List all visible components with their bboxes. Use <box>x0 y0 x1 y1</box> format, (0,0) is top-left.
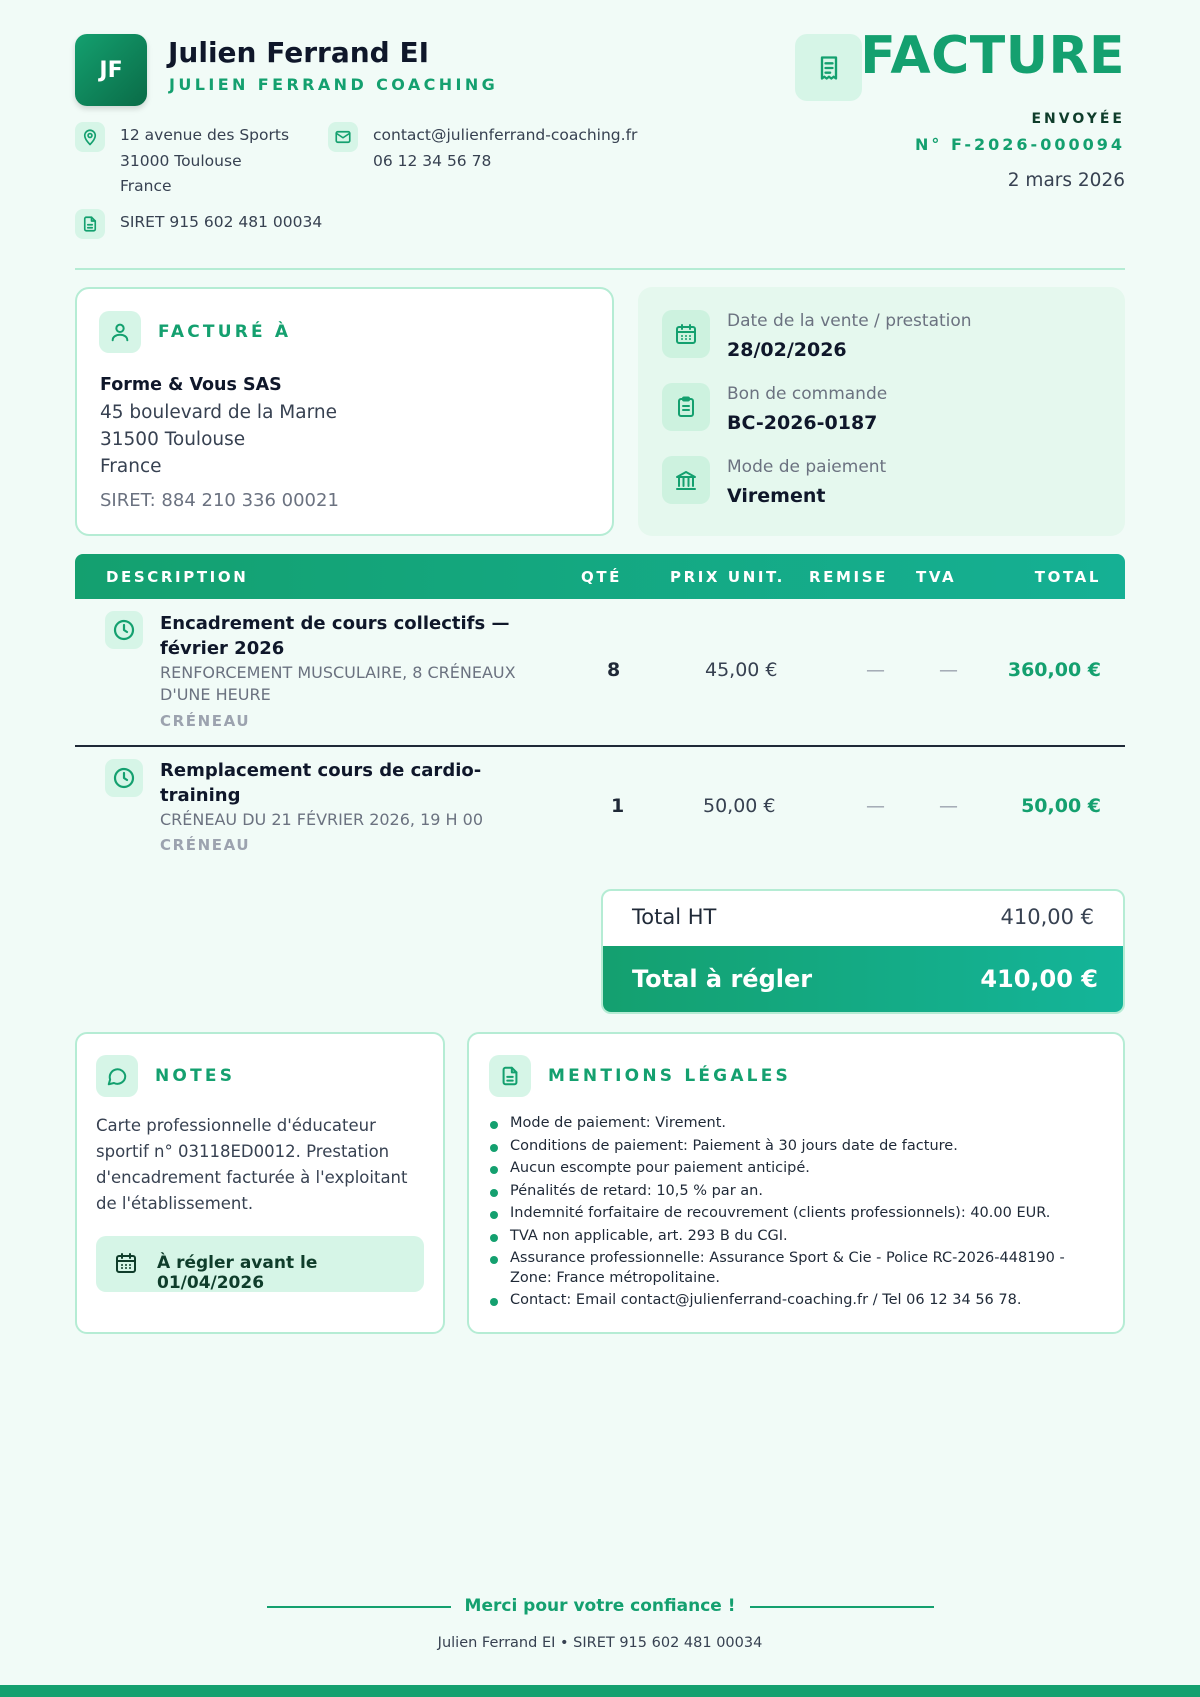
client-siret: SIRET: 884 210 336 00021 <box>100 490 339 511</box>
item-description: CRÉNEAU DU 21 FÉVRIER 2026, 19 H 00 <box>160 810 483 829</box>
company-name: Julien Ferrand EI <box>168 36 429 69</box>
mail-icon <box>328 122 358 152</box>
legal-list <box>489 1114 1099 1314</box>
legal-item-text: Indemnité forfaitaire de recouvrement (clients professionnels): 40.00 EUR. <box>510 1205 1051 1221</box>
item-vat: — <box>939 795 958 817</box>
table-row <box>75 747 1125 867</box>
clipboard-icon <box>662 383 710 431</box>
meta-value-payment: Virement <box>727 485 826 507</box>
list-item <box>489 1227 1099 1247</box>
meta-value-sale-date: 28/02/2026 <box>727 339 847 361</box>
legal-item-text: Mode de paiement: Virement. <box>510 1115 727 1131</box>
table-row <box>75 599 1125 745</box>
document-icon <box>489 1055 531 1097</box>
totals-box <box>601 889 1125 1014</box>
invoice-number: N° F-2026-000094 <box>914 135 1125 154</box>
client-address-line: 45 boulevard de la Marne <box>100 402 337 423</box>
legal-item-text: Contact: Email contact@julienferrand-coaching.fr / Tel 06 12 34 56 78. <box>510 1292 1022 1308</box>
clock-icon <box>105 759 143 797</box>
item-unit-price: 45,00 € <box>705 659 778 681</box>
company-logo <box>75 34 147 106</box>
legal-item-text: Pénalités de retard: 10,5 % par an. <box>510 1182 763 1199</box>
bullet <box>490 1256 498 1264</box>
meta-label-payment: Mode de paiement <box>727 457 887 477</box>
status-badge: ENVOYÉE <box>1031 111 1125 127</box>
list-item <box>489 1291 1099 1311</box>
logo-initials: JF <box>99 57 123 83</box>
sender-address-line: 31000 Toulouse <box>120 151 242 170</box>
sender-address-line: 12 avenue des Sports <box>120 126 290 144</box>
meta-value-order: BC-2026-0187 <box>727 412 878 434</box>
amount-due-label: Total à régler <box>632 965 813 993</box>
column-header-qty: QTÉ <box>581 568 623 586</box>
sender-address-line: France <box>120 177 172 195</box>
sender-address <box>120 123 289 200</box>
items-table-header <box>75 554 1125 599</box>
meta-label-sale-date: Date de la vente / prestation <box>727 311 972 331</box>
bottom-accent-bar <box>0 1685 1200 1697</box>
due-date-box <box>96 1236 424 1292</box>
bullet <box>490 1211 498 1219</box>
meta-label-order: Bon de commande <box>727 384 888 404</box>
legal-title: MENTIONS LÉGALES <box>548 1066 791 1086</box>
list-item <box>489 1159 1099 1179</box>
legal-item-text: Aucun escompte pour paiement anticipé. <box>510 1160 810 1176</box>
notes-card <box>75 1032 445 1334</box>
bill-to-card <box>75 287 614 536</box>
amount-due-bar <box>603 946 1125 1014</box>
total-ht-value: 410,00 € <box>1000 905 1094 929</box>
thank-you-message: Merci pour votre confiance ! <box>464 1596 736 1616</box>
bill-to-title: FACTURÉ À <box>158 322 292 342</box>
total-ht-label: Total HT <box>632 905 717 929</box>
column-header-unit-price: PRIX UNIT. <box>670 568 785 586</box>
legal-mentions-card <box>467 1032 1125 1334</box>
item-vat: — <box>939 659 958 681</box>
sender-email[interactable]: contact@julienferrand-coaching.fr <box>373 126 638 144</box>
calendar-icon <box>114 1251 138 1279</box>
list-item <box>489 1182 1099 1202</box>
calendar-icon <box>662 310 710 358</box>
legal-item-text: Conditions de paiement: Paiement à 30 jours date de facture. <box>510 1137 958 1154</box>
bullet <box>490 1121 498 1129</box>
column-header-discount: REMISE <box>809 568 888 586</box>
client-address-line: France <box>100 456 162 477</box>
user-icon <box>99 311 141 353</box>
client-address-line: 31500 Toulouse <box>100 429 246 450</box>
document-title: FACTURE <box>860 26 1125 86</box>
invoice-page <box>75 0 1125 1697</box>
list-item <box>489 1249 1099 1288</box>
list-item <box>489 1137 1099 1157</box>
notes-title: NOTES <box>155 1066 236 1086</box>
item-description: RENFORCEMENT MUSCULAIRE, 8 CRÉNEAUX D'UNE HEURE <box>160 663 516 704</box>
bullet <box>490 1298 498 1306</box>
speech-bubble-icon <box>96 1055 138 1097</box>
sender-siret: SIRET 915 602 481 00034 <box>120 213 323 231</box>
list-item <box>489 1114 1099 1134</box>
sender-contact <box>373 123 637 174</box>
item-total: 50,00 € <box>1021 795 1101 817</box>
company-brand: JULIEN FERRAND COACHING <box>169 75 499 94</box>
location-pin-icon <box>75 122 105 152</box>
amount-due-value: 410,00 € <box>980 965 1098 993</box>
invoice-date: 2 mars 2026 <box>1007 170 1125 191</box>
bullet <box>490 1234 498 1242</box>
item-discount: — <box>866 659 885 681</box>
list-item <box>489 1204 1099 1224</box>
legal-item-text: TVA non applicable, art. 293 B du CGI. <box>510 1227 788 1244</box>
footer-identity: Julien Ferrand EI • SIRET 915 602 481 00034 <box>437 1635 763 1651</box>
client-name: Forme & Vous SAS <box>100 375 282 395</box>
clock-icon <box>105 611 143 649</box>
legal-item-text: Assurance professionnelle: Assurance Sport & Cie - Police RC-2026-448190 - Zone: France métropolitaine. <box>510 1250 1065 1286</box>
column-header-total: TOTAL <box>1034 568 1101 586</box>
item-unit: CRÉNEAU <box>160 712 251 730</box>
column-header-vat: TVA <box>916 568 957 586</box>
bullet <box>490 1189 498 1197</box>
item-unit-price: 50,00 € <box>703 795 776 817</box>
item-discount: — <box>866 795 885 817</box>
item-qty: 1 <box>611 795 625 817</box>
document-icon <box>75 209 105 239</box>
receipt-icon <box>795 34 862 101</box>
invoice-meta-panel <box>638 287 1125 536</box>
notes-text: Carte professionnelle d'éducateur sportif n° 03118ED0012. Prestation d'encadrement facturée à l'exploitant de l'établissement. <box>96 1116 408 1213</box>
item-title: Remplacement cours de cardio-training <box>160 760 482 806</box>
bullet <box>490 1144 498 1152</box>
bullet <box>490 1166 498 1174</box>
item-unit: CRÉNEAU <box>160 836 251 854</box>
item-qty: 8 <box>607 659 621 681</box>
column-header-description: DESCRIPTION <box>106 568 249 586</box>
due-date-text: À régler avant le 01/04/2026 <box>157 1253 318 1293</box>
sender-phone[interactable]: 06 12 34 56 78 <box>373 151 492 170</box>
bank-icon <box>662 456 710 504</box>
header-divider <box>75 268 1125 270</box>
item-title: Encadrement de cours collectifs — février 2026 <box>160 613 510 659</box>
item-total: 360,00 € <box>1007 659 1101 681</box>
